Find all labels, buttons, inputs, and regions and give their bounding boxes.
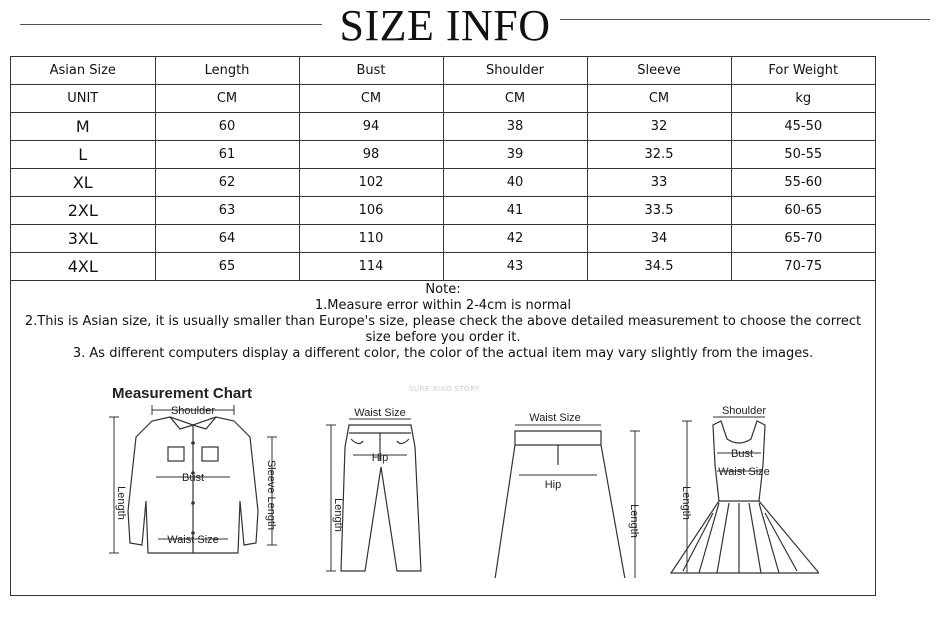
size-label-cell: XL (11, 169, 155, 197)
table-cell: 63 (155, 197, 299, 225)
table-cell: 42 (443, 225, 587, 253)
table-row (11, 197, 875, 225)
table-cell: 62 (155, 169, 299, 197)
shirt-length-label: Length (115, 486, 127, 520)
skirt-diagram (493, 403, 643, 578)
table-cell: 61 (155, 141, 299, 169)
table-cell: 38 (443, 113, 587, 141)
table-row (11, 253, 875, 281)
note-heading: Note: (425, 282, 461, 297)
table-row (11, 141, 875, 169)
table-unit-cell: CM (443, 85, 587, 113)
table-cell: 110 (299, 225, 443, 253)
size-sheet (10, 56, 876, 596)
title-rule-left (20, 24, 322, 25)
pants-waist-label: Waist Size (354, 407, 406, 419)
dress-waist-label: Waist Size (718, 466, 770, 478)
size-label-cell: 2XL (11, 197, 155, 225)
shirt-outline-icon (128, 417, 258, 553)
page-title: SIZE INFO (339, 1, 551, 50)
shirt-diagram (106, 403, 291, 578)
table-header-cell: Asian Size (11, 57, 155, 85)
table-cell: 34 (587, 225, 731, 253)
measurement-chart-title: Measurement Chart (112, 385, 253, 402)
table-unit-cell: UNIT (11, 85, 155, 113)
shirt-sleeve-label: Sleeve Length (265, 459, 277, 531)
table-cell: 106 (299, 197, 443, 225)
size-table-body (11, 57, 875, 281)
dress-length-label: Length (680, 486, 692, 520)
table-cell: 65 (155, 253, 299, 281)
table-unit-cell: CM (299, 85, 443, 113)
table-cell: 65-70 (731, 225, 875, 253)
dress-diagram (669, 403, 819, 581)
note-line-3: 3. As different computers display a different color, the color of the actual item may vary slightly from the images. (72, 346, 814, 361)
table-cell: 70-75 (731, 253, 875, 281)
dress-bust-label: Bust (730, 448, 754, 460)
note-line-2: 2.This is Asian size, it is usually smaller than Europe's size, please check the above detailed measurement to choose the correct size before you order it. (24, 314, 862, 345)
table-cell: 43 (443, 253, 587, 281)
watermark: SURE XIAO STORY (409, 385, 480, 393)
table-cell: 32 (587, 113, 731, 141)
table-cell: 64 (155, 225, 299, 253)
table-cell: 60-65 (731, 197, 875, 225)
table-unit-cell: CM (155, 85, 299, 113)
size-table (11, 57, 875, 281)
table-cell: 45-50 (731, 113, 875, 141)
table-units-row (11, 85, 875, 113)
pants-hip-label: Hip (371, 452, 389, 464)
table-row (11, 169, 875, 197)
table-header-cell: Bust (299, 57, 443, 85)
table-cell: 33 (587, 169, 731, 197)
table-header-cell: Length (155, 57, 299, 85)
dress-shoulder-label: Shoulder (721, 405, 767, 417)
pants-outline-icon (341, 425, 421, 571)
table-cell: 41 (443, 197, 587, 225)
skirt-waist-label: Waist Size (529, 412, 581, 424)
table-header-row (11, 57, 875, 85)
table-cell: 34.5 (587, 253, 731, 281)
table-unit-cell: kg (731, 85, 875, 113)
table-row (11, 225, 875, 253)
measurement-chart (11, 377, 875, 595)
skirt-outline-icon (495, 431, 625, 578)
size-label-cell: L (11, 141, 155, 169)
size-label-cell: 4XL (11, 253, 155, 281)
notes (11, 282, 875, 362)
note-line-1: 1.Measure error within 2-4cm is normal (314, 298, 572, 313)
table-header-cell: Shoulder (443, 57, 587, 85)
skirt-length-label: Length (628, 504, 640, 538)
table-cell: 32.5 (587, 141, 731, 169)
size-label-cell: M (11, 113, 155, 141)
size-label-cell: 3XL (11, 225, 155, 253)
title-rule-right (560, 19, 930, 20)
pants-diagram (311, 403, 431, 578)
table-unit-cell: CM (587, 85, 731, 113)
table-cell: 50-55 (731, 141, 875, 169)
skirt-hip-label: Hip (544, 479, 562, 491)
table-cell: 60 (155, 113, 299, 141)
pants-length-label: Length (332, 498, 344, 532)
table-cell: 55-60 (731, 169, 875, 197)
table-cell: 98 (299, 141, 443, 169)
table-cell: 102 (299, 169, 443, 197)
table-header-cell: Sleeve (587, 57, 731, 85)
table-cell: 39 (443, 141, 587, 169)
table-cell: 33.5 (587, 197, 731, 225)
table-cell: 40 (443, 169, 587, 197)
table-header-cell: For Weight (731, 57, 875, 85)
table-cell: 94 (299, 113, 443, 141)
table-cell: 114 (299, 253, 443, 281)
shirt-shoulder-label: Shoulder (170, 405, 216, 417)
shirt-bust-label: Bust (181, 472, 205, 484)
table-row (11, 113, 875, 141)
dress-outline-icon (671, 421, 819, 573)
shirt-waist-label: Waist Size (167, 534, 219, 546)
